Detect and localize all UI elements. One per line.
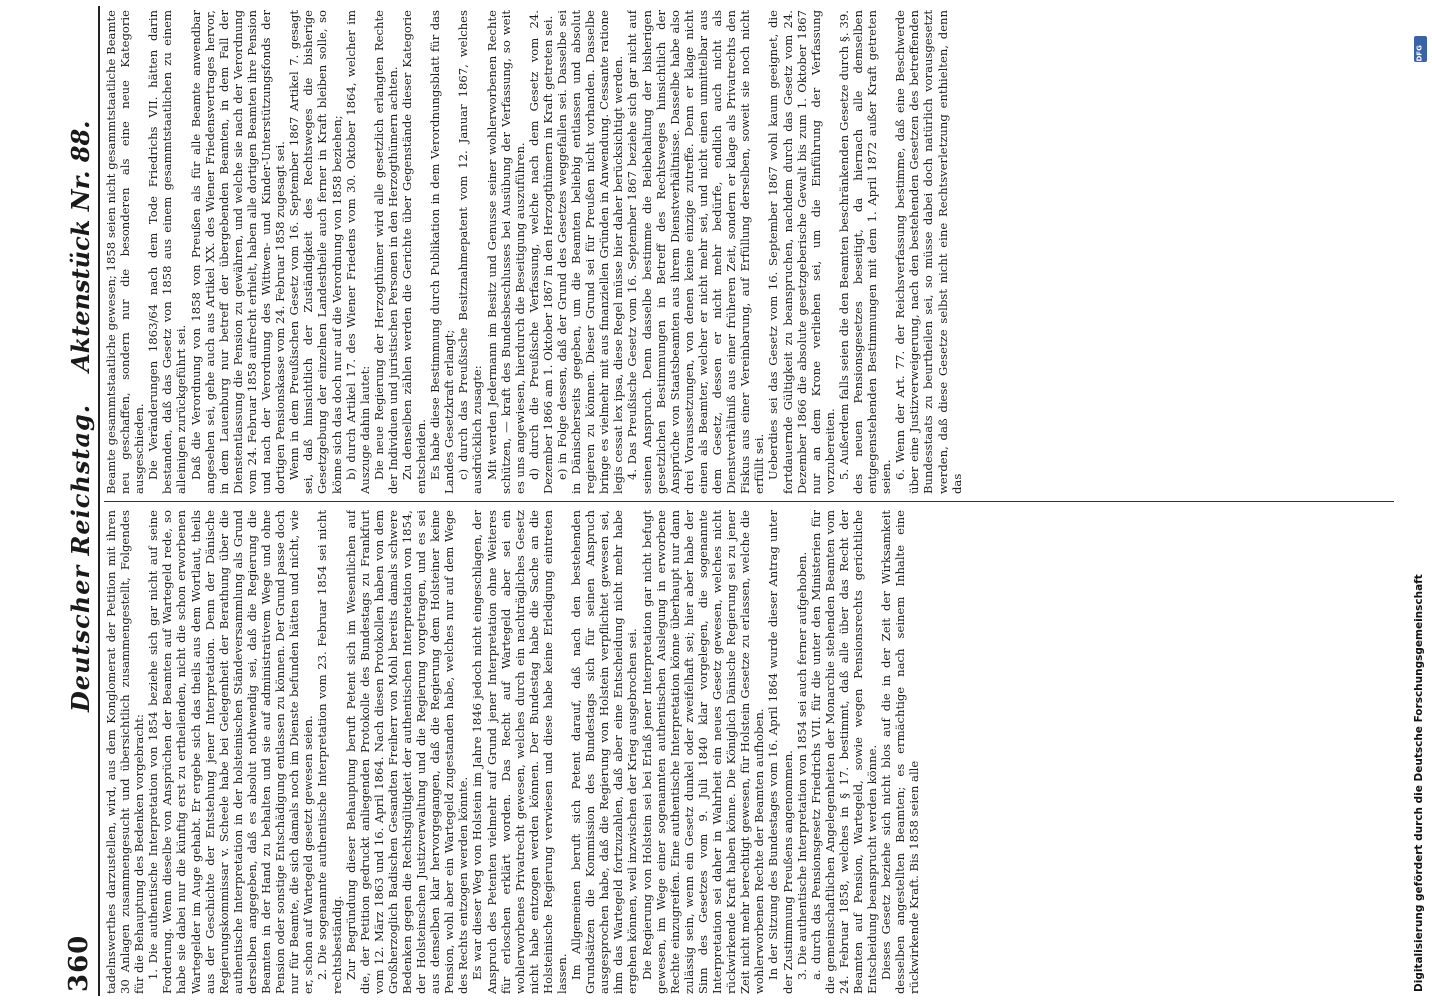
paragraph: c) durch das Preußische Besitznahmepatent vom 12. Januar 1867, welches ausdrücklich zusagte: xyxy=(456,10,485,494)
paragraph: Im Allgemeinen beruft sich Petent darauf, daß nach den bestehenden Grundsätzen die Kommission des Bundestags sich für seinen Anspruch ausgesprochen habe, daß die Regierung von Holstein verpflichtet gewesen sei, ihm das Wartegeld fortzuzahlen, daß aber eine Entscheidung nicht mehr habe ergehen können, weil inzwischen der Krieg ausgebrochen sei. xyxy=(569,510,640,994)
dfg-logo xyxy=(1414,36,1427,62)
paragraph: 1. Die authentische Interpretation von 1854 beziehe sich gar nicht auf seine Forderung. Wenn dieselbe von Ansprüchen der Beamten auf Wartegeld rede, so habe sie dabei nur die künftig erst zu ertheilenden, nicht die schon erworbenen Wartegelder im Auge gehabt. Er ergebe sich das theils aus dem Wortlaut, theils aus der Geschichte der Entstehung jener Interpretation. Denn der Dänische Regierungskommissar v. Scheele habe bei Gelegenheit der Berathung über die authentische Interpretation in der holsteinischen Ständeversammlung als Grund derselben angegeben, daß es absolut nothwendig sei, daß die Regierung die Beamten in der Hand zu behalten und sie auf administrativem Wege und ohne Pension oder sonstige Entschädigung entlassen zu können. Der Grund passe doch nur für Beamte, die sich damals noch im Dienste befunden hätten und nicht, wie er, schon auf Wartegeld gesetzt gewesen seien. xyxy=(146,510,316,994)
paragraph: In der Sitzung des Bundestages vom 16. April 1864 wurde dieser Antrag unter der Zustimmung Preußens angenommen. xyxy=(766,510,795,994)
paragraph: 2. Die sogenannte authentische Interpretation vom 23. Februar 1854 sei nicht rechtsbeständig. xyxy=(315,510,344,994)
paragraph: Daß die Verordnung von 1858 von Preußen als für alle Beamte anwendbar angesehen sei, gehe auch aus Artikel XX. des Wiener Friedensvertrages hervor, in dem Lauenburg nur betreff der übergebenden Beamten, in dem Fall der Dienstentlassung die Pension zu gewähren, und welche sie nach der Verordnung vom 24. Februar 1858 aufrecht erhielt, haben alle dortigen Beamten ihre Pension und nach der Verordnung des Wittwen- und Kinder-Unterstützungsfonds der dortigen Pensionskasse vom 24. Februar 1858 zugesagt sei. xyxy=(188,10,288,494)
paragraph: 4. Das Preußische Gesetz vom 16. September 1867 beziehe sich gar nicht auf seinen Anspruch. Denn dasselbe bestimme die Beibehaltung der bisherigen gesetzlichen Bestimmungen in Betreff des Rechtsweges hinsichtlich der Ansprüche von Staatsbeamten aus ihrem Dienstverhältnisse. Dasselbe habe also drei Voraussetzungen, von denen keine einzige zutreffe. Denn er klage nicht einen als Beamter, welcher er nicht mehr sei, und nicht einen unmittelbar aus dem Gesetz, dessen er nicht mehr bedürfe, endlich auch nicht als Dienstverhältniß aus einer früheren Zeit, sondern er klage als Privatrechts den Fiskus aus einer Vereinbarung, auf Erfüllung derselben, soweit sie noch nicht erfüllt sei. xyxy=(625,10,767,494)
text-column-left xyxy=(104,510,1394,994)
paragraph: Mit werden Jedermann im Besitz und Genusse seiner wohlerworbenen Rechte schützen, — kraft des Bundesbeschlusses bei Ausübung der Verfassung, so weit es uns angewiesen, hierdurch die Beseitigung auszuführen. xyxy=(484,10,527,494)
text-column-right xyxy=(104,10,1394,494)
document-reference: Aktenstück Nr. 88. xyxy=(66,120,95,372)
paragraph: Ueberdies sei das Gesetz vom 16. September 1867 wohl kaum geeignet, die fortdauernde Gültigkeit zu beanspruchen, nachdem durch das Gesetz vom 24. Dezember 1866 die absolute gesetzgeberische Gewalt bis zum 1. Oktober 1867 nur an dem Krone verliehen sei, um die Einführung der Verfassung vorzubereiten. xyxy=(766,10,837,494)
paragraph: Es war dieser Weg von Holstein im Jahre 1846 jedoch nicht eingeschlagen, der Anspruch des Petenten vielmehr auf Grund jener Interpretation ohne Weiteres für erloschen erklärt worden. Das Recht auf Wartegeld aber sei ein wohlerworbenes Privatrecht gewesen, welches durch ein nachträgliches Gesetz nicht habe entzogen werden können. Der Bundestag habe die Sache an die Holsteinische Regierung verwiesen und diese habe keine Erledigung eintreten lassen. xyxy=(470,510,569,994)
paragraph: Dieses Gesetz beziehe sich nicht blos auf die in der Zeit der Wirksamkeit desselben angestellten Beamten; es ermächtige nach seinem Inhalte eine rückwirkende Kraft. Bis 1858 seien alle xyxy=(879,510,922,994)
rotated-sheet xyxy=(58,0,1403,1000)
paragraph: e) in Folge dessen, daß der Grund des Gesetzes weggefallen sei. Dasselbe sei in Dänischerseits gegeben, um die Beamten beliebig entlassen und absolut regieren zu können. Dieser Grund sei für Preußen nicht vorhanden. Dasselbe bringe es vielmehr mit aus finanziellen Gründen in Anwendung. Cessante ratione legis cessat lex ipsa, diese Regel müsse hier daher berücksichtigt werden. xyxy=(555,10,626,494)
paragraph: 3. Die authentische Interpretation von 1854 sei auch ferner aufgehoben. xyxy=(794,551,809,980)
paragraph: Die neue Regierung der Herzogthümer wird alle gesetzlich erlangten Rechte der Individuen und juristischen Personen in den Herzogthümern achten. xyxy=(371,10,400,494)
paragraph: tadelnswerthes darzustellen, wird, aus dem Konglomerat der Petition mit ihren 30 Anlagen zusammengesucht und übersichtlich zusammengestellt, Folgendes für die Behauptung des Bedenken vorgebracht: xyxy=(104,510,147,994)
paragraph: Beamte gesammtstaatliche gewesen; 1858 seien nicht gesammtstaatliche Beamte neu geschaffen, sondern nur die besonderen als eine neue Kategorie ausgeschieden. xyxy=(104,10,147,494)
page-number: 360 xyxy=(64,934,94,992)
header-rule xyxy=(98,6,100,996)
digitization-credit: Digitalisierung gefördert durch die Deutsche Forschungsgemeinschaft xyxy=(1413,574,1425,992)
column-divider xyxy=(104,501,1394,502)
paragraph: Wenn in dem Preußischen Gesetz vom 16. September 1867 Artikel 7. gesagt sei, daß hinsichtlich der Zuständigkeit des Rechtsweges die bisherige Gesetzgebung der einzelnen Landestheile auch ferner in Kraft bleiben solle, so könne sich das doch nur auf die Verordnung von 1858 beziehen; xyxy=(287,10,344,494)
paragraph: 5. Außerdem falls seien die den Beamten beschränkenden Gesetze durch §. 39. des neuen Pensionsgesetzes beseitigt, da hiernach alle demselben entgegenstehenden Bestimmungen mit dem 1. April 1872 außer Kraft getreten seien. xyxy=(836,10,894,494)
paragraph: a. durch das Pensionsgesetz Friedrichs VII. für die unter den Ministerien für die gemeinschaftlichen Angelegenheiten der Monarchie stehenden Beamten vom 24. Februar 1858, welches in § 17. bestimmt, daß alle über das Recht der Beamten auf Pension, Wartegeld, sowie wegen Pensionsrechts gerichtliche Entscheidung beansprucht werden könne. xyxy=(808,510,880,994)
paragraph: Zur Begründung dieser Behauptung beruft Petent sich im Wesentlichen auf die, der Petition gedruckt anliegenden Protokolle des Bundestags zu Frankfurt vom 12. März 1863 und 16. April 1864. Nach diesen Protokollen haben von dem Großherzoglich Badischen Gesandten Freiherr von Mohl bereits damals schwere Bedenken gegen die Rechtsgültigkeit der authentischen Interpretation von 1854, der Holsteinschen Justizverwaltung und die Regierung vorgetragen, und es sei aus denselben klar hervorgegangen, daß die Regierung dem Holsteiner keine Pension, wohl aber ein Wartegeld zugestanden habe, welches nur auf dem Wege des Rechts entzogen werden könnte. xyxy=(343,510,471,994)
paragraph: Zu denselben zählen werden die Gerichte über Gegenstände dieser Kategorie entscheiden. xyxy=(399,10,429,494)
paragraph: Die Regierung von Holstein sei bei Erlaß jener Interpretation gar nicht befugt gewesen, im Wege einer sogenannten authentischen Auslegung in erworbene Rechte einzugreifen. Eine authentische Interpretation könne überhaupt nur dann zulässig sein, wenn ein Gesetz dunkel oder zweifelhaft sei; hier aber habe der Sinn des Gesetzes vom 9. Juli 1840 klar vorgelegen, die sogenannte Interpretation sei daher in Wahrheit ein neues Gesetz gewesen, welches nicht rückwirkende Kraft haben könne. Die Königlich Dänische Regierung sei zu jener Zeit nicht mehr berechtigt gewesen, für Holstein Gesetze zu erlassen, welche die wohlerworbenen Rechte der Beamten aufhoben. xyxy=(639,510,767,994)
paragraph: Es habe diese Bestimmung durch Publikation in dem Verordnungsblatt für das Landes Gesetzkraft erlangt; xyxy=(428,10,457,494)
running-title: Deutscher Reichstag. xyxy=(66,403,95,712)
paragraph: Die Veränderungen 1863/64 nach dem Tode Friedrichs VII. hätten darin bestanden, daß das Gesetz von 1858 aus einem gesammtstaatlichen zu einem alleinigen zurückgeführt sei. xyxy=(146,10,189,494)
paragraph: b) durch Artikel 17. des Wiener Friedens vom 30. Oktober 1864, welcher im Auszuge dahin lautet: xyxy=(343,10,372,494)
dfg-logo-text: DFG xyxy=(1415,45,1424,62)
paragraph: 6. Wenn der Art. 77. der Reichsverfassung bestimme, daß eine Beschwerde über eine Justizverweigerung, nach den bestehenden Gesetzen des betreffenden Bundesstaats zu beurtheilen sei, so müsse dabei doch natürlich vorausgesetzt werden, daß diese Gesetze selbst nicht eine Rechtsverletzung enthielten, denn das xyxy=(893,10,964,494)
paragraph: d) durch die Preußische Verfassung, welche nach dem Gesetz vom 24. Dezember 1866 am 1. Oktober 1867 in den Herzogthümern in Kraft getreten sei. xyxy=(526,10,555,494)
